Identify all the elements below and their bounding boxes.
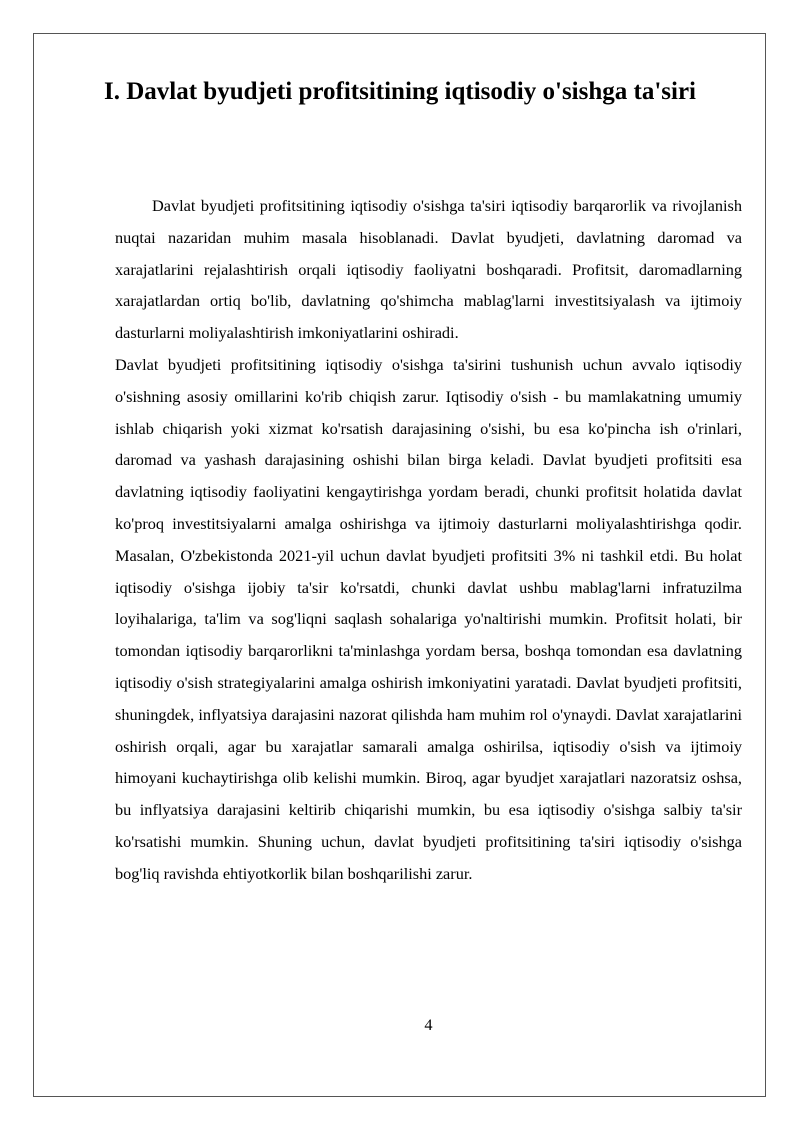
paragraph-2: Davlat byudjeti profitsitining iqtisodiy o'sishga ta'sirini tushunish uchun avvalo iqtisodiy o'sishning asosiy omillarini ko'rib chiqish zarur. Iqtisodiy o'sish - bu mamlakatning umumiy ishlab chiqarish yoki xizmat ko'rsatish darajasining o'sishi, bu esa ko'pincha ish o'rinlari, daromad va yashash darajasining oshishi bilan birga keladi. Davlat byudjeti profitsiti esa davlatning iqtisodiy faoliyatini kengaytirishga yordam beradi, chunki profitsit holatida davlat ko'proq investitsiyalarni amalga oshirishga va ijtimoiy dasturlarni moliyalashtirishga qodir. Masalan, O'zbekistonda 2021-yil uchun davlat byudjeti profitsiti 3% ni tashkil etdi. Bu holat iqtisodiy o'sishga ijobiy ta'sir ko'rsatdi, chunki davlat ushbu mablag'larni infratuzilma loyihalariga, ta'lim va sog'liqni saqlash sohalariga yo'naltirishi mumkin. Profitsit holati, bir tomondan iqtisodiy barqarorlikni ta'minlashga yordam bersa, boshqa tomondan esa davlatning iqtisodiy o'sish strategiyalarini amalga oshirish imkoniyatini yaratadi. Davlat byudjeti profitsiti, shuningdek, inflyatsiya darajasini nazorat qilishda ham muhim rol o'ynaydi. Davlat xarajatlarini oshirish orqali, agar bu xarajatlar samarali amalga oshirilsa, iqtisodiy o'sish va ijtimoiy himoyani kuchaytirishga olib kelishi mumkin. Biroq, agar byudjet xarajatlari nazoratsiz oshsa, bu inflyatsiya darajasini keltirib chiqarishi mumkin, bu esa iqtisodiy o'sishga salbiy ta'sir ko'rsatishi mumkin. Shuning uchun, davlat byudjeti profitsitining ta'siri iqtisodiy o'sishga bog'liq ravishda ehtiyotkorlik bilan boshqarilishi zarur.	[115, 354, 742, 883]
paragraph-1: Davlat byudjeti profitsitining iqtisodiy o'sishga ta'siri iqtisodiy barqarorlik va rivojlanish nuqtai nazaridan muhim masala hisoblanadi. Davlat byudjeti, davlatning daromad va xarajatlarini rejalashtirish orqali iqtisodiy faoliyatni boshqaradi. Profitsit, daromadlarning xarajatlardan ortiq bo'lib, davlatning qo'shimcha mablag'larni investitsiyalash va ijtimoiy dasturlarni moliyalashtirish imkoniyatlarini oshiradi.	[115, 196, 742, 343]
document-body	[115, 190, 742, 890]
page-number: 4	[424, 1015, 433, 1034]
document-title: I. Davlat byudjeti profitsitining iqtisodiy o'sishga ta'siri	[104, 78, 696, 105]
